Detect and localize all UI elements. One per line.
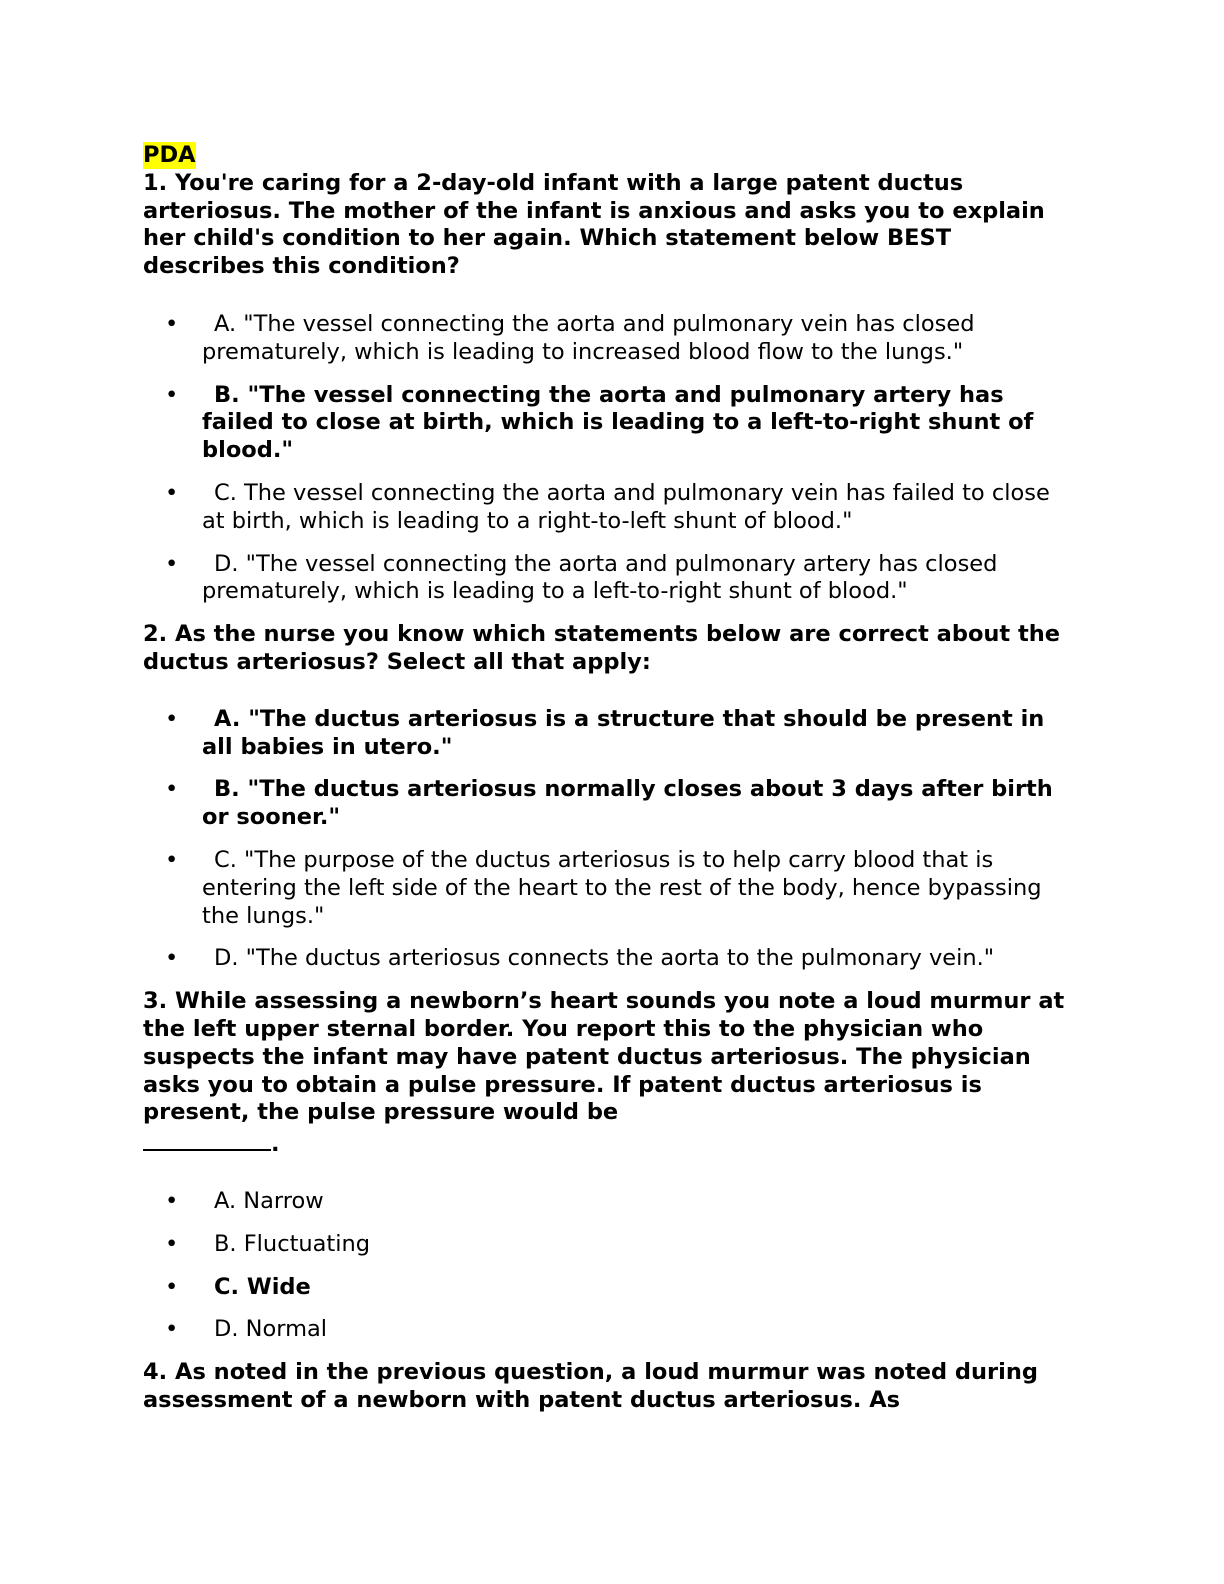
option-text: C. The vessel connecting the aorta and pulmonary vein has failed to close at birth, which is leading to a right-to-left shunt of blood." [202,479,1050,534]
question-3-option-c [143,1274,1073,1302]
option-text: B. "The vessel connecting the aorta and pulmonary artery has failed to close at birth, which is leading to a left-to-right shunt of blood." [202,381,1034,464]
option-text: C. "The purpose of the ductus arteriosus is to help carry blood that is entering the left side of the heart to the rest of the body, hence bypassing the lungs." [202,846,1042,929]
option-text: A. "The vessel connecting the aorta and pulmonary vein has closed prematurely, which is leading to increased blood flow to the lungs." [202,310,975,365]
question-2-option-d [143,945,1073,973]
option-text: C. Wide [214,1273,311,1300]
question-2-options [143,706,1073,973]
bullet-icon: • [165,550,179,577]
bullet-icon: • [165,1316,179,1343]
option-text: B. "The ductus arteriosus normally closes about 3 days after birth or sooner." [202,776,1053,831]
bullet-icon: • [165,1230,179,1257]
bullet-icon: • [165,479,179,506]
question-3-prompt-end: . [271,1131,280,1158]
question-3-option-b [143,1231,1073,1259]
question-3-options [143,1188,1073,1344]
question-3-prompt-text: 3. While assessing a newborn’s heart sounds you note a loud murmur at the left upper sternal border. You report this to the physician who suspects the infant may have patent ductus arteriosus. The physician asks you to obtain a pulse pressure. If patent ductus arteriosus is present, the pulse pressure would be [143,988,1065,1126]
bullet-icon: • [165,705,179,732]
question-3-option-d [143,1316,1073,1344]
bullet-icon: • [165,1187,179,1214]
option-text: D. "The vessel connecting the aorta and pulmonary artery has closed prematurely, which is leading to a left-to-right shunt of blood." [202,550,998,605]
bullet-icon: • [165,1273,179,1300]
question-2-option-a [143,706,1073,762]
question-2-option-c [143,847,1073,930]
question-1-options [143,311,1073,606]
bullet-icon: • [165,945,179,972]
question-2-prompt: 2. As the nurse you know which statements below are correct about the ductus arteriosus? Select all that apply: [143,621,1061,675]
question-3-prompt [143,988,1073,1159]
bullet-icon: • [165,381,179,408]
question-2-option-b [143,776,1073,832]
bullet-icon: • [165,846,179,873]
option-text: B. Fluctuating [214,1230,371,1257]
section-heading: PDA [143,142,196,168]
bullet-icon: • [165,776,179,803]
option-text: A. "The ductus arteriosus is a structure that should be present in all babies in utero." [202,705,1045,760]
document-page [143,142,1073,1415]
question-1-option-d [143,551,1073,607]
option-text: D. Normal [214,1316,328,1343]
question-1-prompt: 1. You're caring for a 2-day-old infant with a large patent ductus arteriosus. The mother of the infant is anxious and asks you to explain her child's condition to her again. Which statement below BEST describes this condition? [143,169,1045,280]
option-text: D. "The ductus arteriosus connects the aorta to the pulmonary vein." [214,945,995,972]
question-1-option-a [143,311,1073,367]
question-1-option-c [143,480,1073,536]
answer-blank [143,1127,271,1151]
option-text: A. Narrow [214,1187,324,1214]
bullet-icon: • [165,310,179,337]
question-3-option-a [143,1188,1073,1216]
question-4-prompt: 4. As noted in the previous question, a loud murmur was noted during assessment of a newborn with patent ductus arteriosus. As [143,1359,1038,1413]
question-1-option-b [143,382,1073,465]
